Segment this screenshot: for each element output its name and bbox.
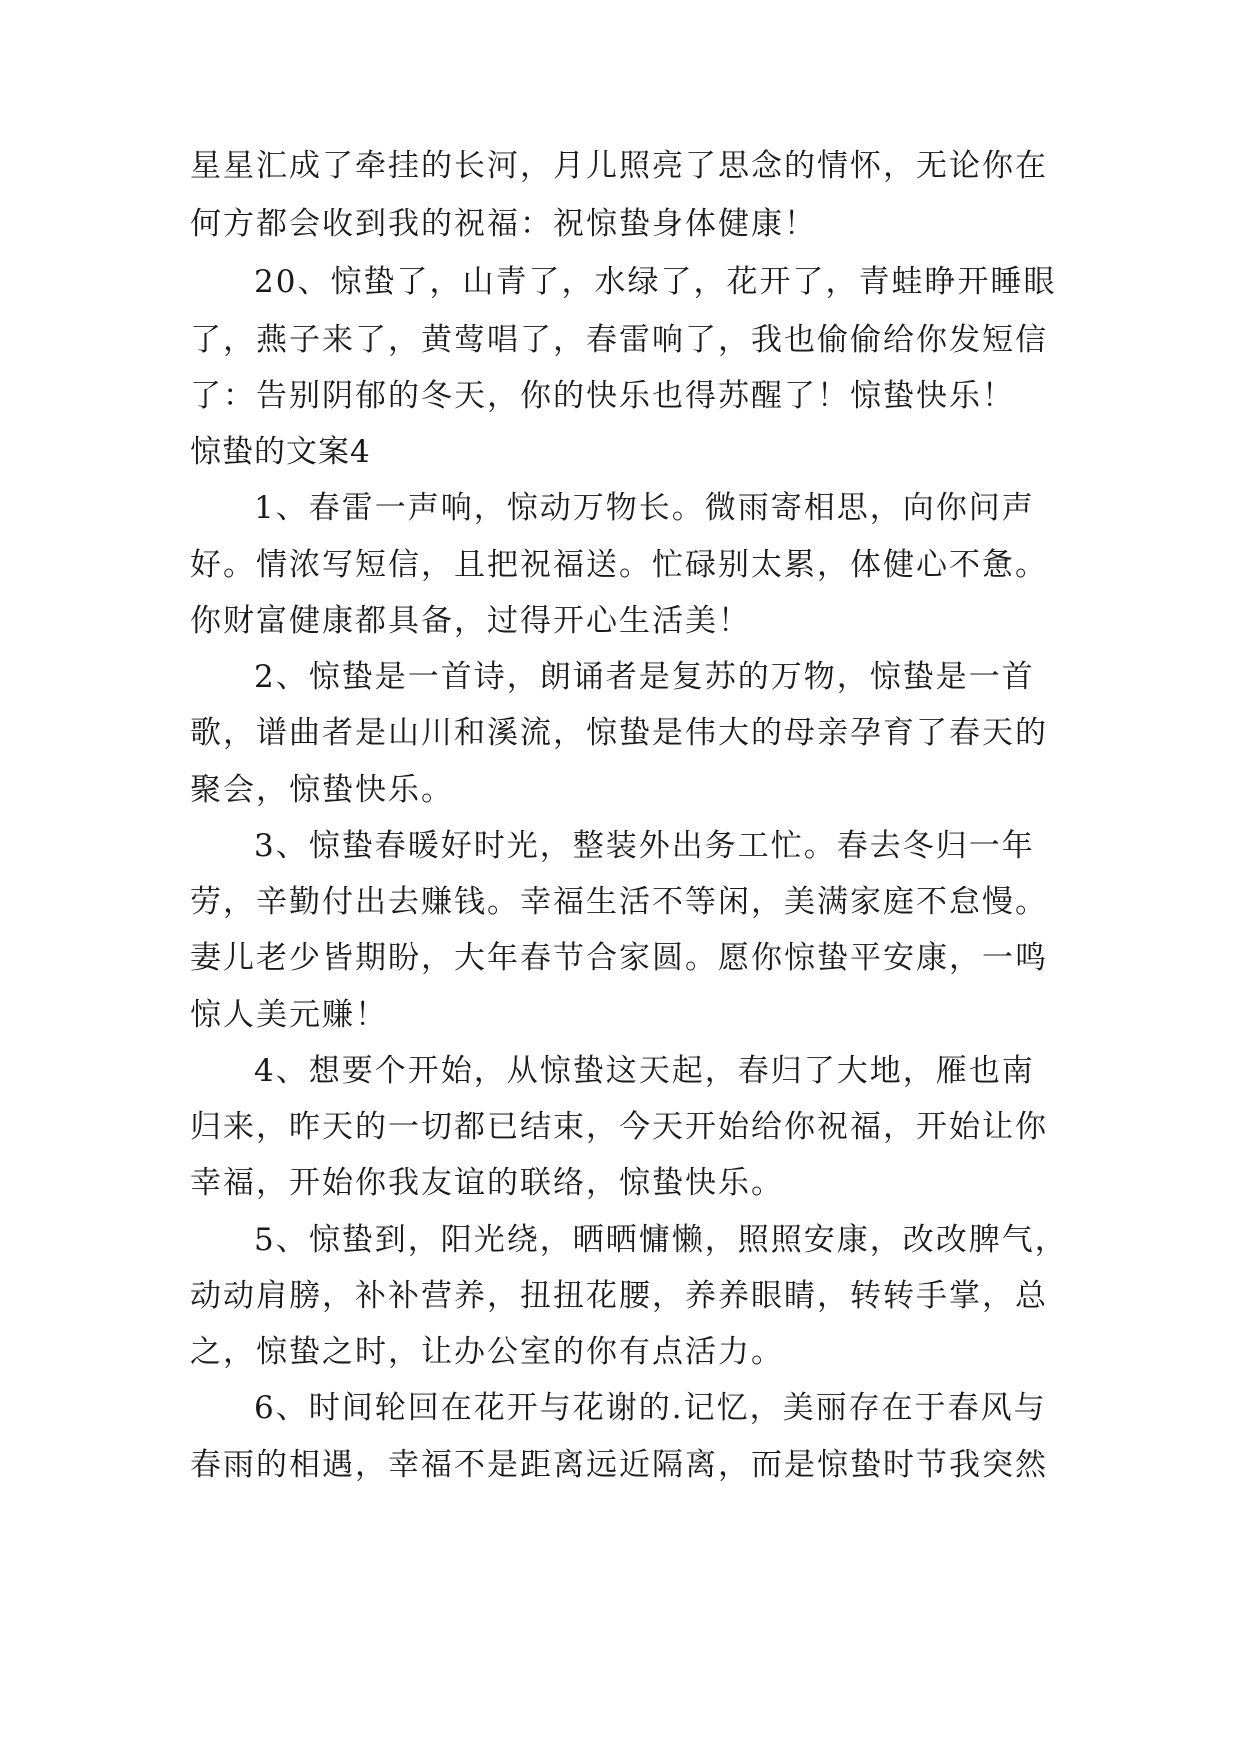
text-line: 你财富健康都具备，过得开心生活美！ <box>190 603 751 639</box>
text-line: 妻儿老少皆期盼，大年春节合家圆。愿你惊蛰平安康，一鸣 <box>190 940 1048 976</box>
text-line: 2、惊蛰是一首诗，朗诵者是复苏的万物，惊蛰是一首 <box>254 659 1035 695</box>
section-heading: 惊蛰的文案4 <box>190 434 371 470</box>
text-line: 动动肩膀，补补营养，扭扭花腰，养养眼睛，转转手掌，总 <box>190 1278 1048 1314</box>
text-line: 惊人美元赚！ <box>190 997 388 1033</box>
text-line: 5、惊蛰到，阳光绕，晒晒慵懒，照照安康，改改脾气， <box>254 1222 1068 1258</box>
text-line: 聚会，惊蛰快乐。 <box>190 772 454 808</box>
text-line: 星星汇成了牵挂的长河，月儿照亮了思念的情怀，无论你在 <box>190 148 1048 184</box>
text-line: 春雨的相遇，幸福不是距离远近隔离，而是惊蛰时节我突然 <box>190 1447 1048 1483</box>
text-line: 1、春雷一声响，惊动万物长。微雨寄相思，向你问声 <box>254 490 1035 526</box>
text-line: 4、想要个开始，从惊蛰这天起，春归了大地，雁也南 <box>254 1053 1035 1089</box>
text-line: 了，燕子来了，黄莺唱了，春雷响了，我也偷偷给你发短信 <box>190 322 1048 358</box>
text-line: 劳，辛勤付出去赚钱。幸福生活不等闲，美满家庭不怠慢。 <box>190 884 1048 920</box>
text-line: 歌，谱曲者是山川和溪流，惊蛰是伟大的母亲孕育了春天的 <box>190 715 1048 751</box>
text-line: 20、惊蛰了，山青了，水绿了，花开了，青蛙睁开睡眼 <box>254 264 1057 300</box>
text-line: 3、惊蛰春暖好时光，整装外出务工忙。春去冬归一年 <box>254 828 1035 864</box>
text-line: 幸福，开始你我友谊的联络，惊蛰快乐。 <box>190 1165 784 1201</box>
text-line: 归来，昨天的一切都已结束，今天开始给你祝福，开始让你 <box>190 1109 1048 1145</box>
text-line: 何方都会收到我的祝福：祝惊蛰身体健康！ <box>190 206 817 242</box>
text-line: 6、时间轮回在花开与花谢的.记忆，美丽存在于春风与 <box>254 1390 1047 1426</box>
text-line: 之，惊蛰之时，让办公室的你有点活力。 <box>190 1334 784 1370</box>
text-line: 了：告别阴郁的冬天，你的快乐也得苏醒了！惊蛰快乐！ <box>190 378 1015 414</box>
text-line: 好。情浓写短信，且把祝福送。忙碌别太累，体健心不惫。 <box>190 547 1048 583</box>
